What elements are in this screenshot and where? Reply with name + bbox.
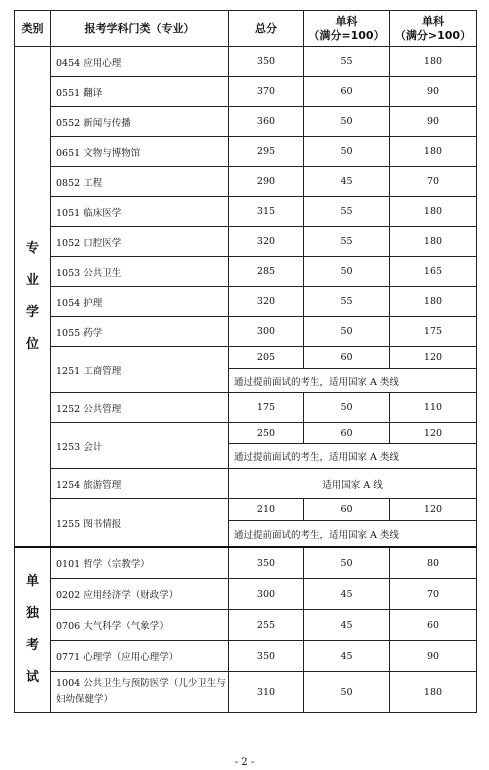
total-score: 255 bbox=[229, 610, 304, 641]
single-100-score: 45 bbox=[304, 167, 390, 197]
program-name: 1055 药学 bbox=[51, 317, 229, 347]
single-100-score: 45 bbox=[304, 579, 390, 610]
table-row bbox=[15, 347, 477, 369]
total-score: 320 bbox=[229, 227, 304, 257]
header-total: 总分 bbox=[229, 11, 304, 47]
table-row bbox=[15, 610, 477, 641]
single-100-score: 50 bbox=[304, 393, 390, 423]
single-over-100-score: 120 bbox=[390, 499, 477, 521]
single-over-100-score: 165 bbox=[390, 257, 477, 287]
single-over-100-score: 90 bbox=[390, 77, 477, 107]
program-name: 1053 公共卫生 bbox=[51, 257, 229, 287]
single-over-100-score: 70 bbox=[390, 579, 477, 610]
table-row bbox=[15, 197, 477, 227]
single-over-100-score: 180 bbox=[390, 672, 477, 713]
single-over-100-score: 180 bbox=[390, 227, 477, 257]
single-100-score: 60 bbox=[304, 499, 390, 521]
total-score: 350 bbox=[229, 47, 304, 77]
total-score: 350 bbox=[229, 547, 304, 579]
category-char: 专 bbox=[25, 240, 39, 256]
table-row bbox=[15, 641, 477, 672]
program-name: 1251 工商管理 bbox=[51, 347, 229, 393]
single-100-score: 50 bbox=[304, 672, 390, 713]
single-100-score: 50 bbox=[304, 317, 390, 347]
header-single-over-line2: （满分>100） bbox=[394, 28, 472, 42]
note-text: 通过提前面试的考生，适用国家 A 类线 bbox=[229, 444, 477, 469]
table-row bbox=[15, 469, 477, 499]
table-row bbox=[15, 167, 477, 197]
header-single-100-line1: 单科 bbox=[335, 14, 358, 28]
total-score: 300 bbox=[229, 317, 304, 347]
program-name: 0202 应用经济学（财政学） bbox=[51, 579, 229, 610]
total-score: 285 bbox=[229, 257, 304, 287]
single-over-100-score: 110 bbox=[390, 393, 477, 423]
table-row bbox=[15, 107, 477, 137]
note-text: 适用国家 A 线 bbox=[229, 469, 477, 499]
program-name: 1052 口腔医学 bbox=[51, 227, 229, 257]
program-name: 0852 工程 bbox=[51, 167, 229, 197]
header-single-100 bbox=[304, 11, 390, 47]
program-name: 0454 应用心理 bbox=[51, 47, 229, 77]
single-100-score: 50 bbox=[304, 257, 390, 287]
total-score: 320 bbox=[229, 287, 304, 317]
header-single-over-line1: 单科 bbox=[422, 14, 444, 28]
single-100-score: 45 bbox=[304, 641, 390, 672]
single-100-score: 55 bbox=[304, 287, 390, 317]
category-char: 独 bbox=[25, 606, 39, 621]
total-score: 295 bbox=[229, 137, 304, 167]
table-row bbox=[15, 257, 477, 287]
program-name: 1253 会计 bbox=[51, 423, 229, 469]
table-row bbox=[15, 393, 477, 423]
single-over-100-score: 60 bbox=[390, 610, 477, 641]
single-over-100-score: 180 bbox=[390, 47, 477, 77]
total-score: 175 bbox=[229, 393, 304, 423]
single-over-100-score: 120 bbox=[390, 423, 477, 444]
program-name: 1252 公共管理 bbox=[51, 393, 229, 423]
program-name: 1254 旅游管理 bbox=[51, 469, 229, 499]
single-100-score: 55 bbox=[304, 227, 390, 257]
program-name: 1051 临床医学 bbox=[51, 197, 229, 227]
single-100-score: 60 bbox=[304, 423, 390, 444]
single-over-100-score: 175 bbox=[390, 317, 477, 347]
note-text: 通过提前面试的考生，适用国家 A 类线 bbox=[229, 521, 477, 548]
category-char: 学 bbox=[25, 304, 39, 320]
header-single-100-line2: （满分=100） bbox=[308, 28, 385, 42]
category-char: 单 bbox=[25, 574, 39, 589]
single-over-100-score: 180 bbox=[390, 287, 477, 317]
single-100-score: 45 bbox=[304, 610, 390, 641]
single-over-100-score: 120 bbox=[390, 347, 477, 369]
program-name: 0552 新闻与传播 bbox=[51, 107, 229, 137]
total-score: 315 bbox=[229, 197, 304, 227]
table-row bbox=[15, 672, 477, 713]
single-100-score: 55 bbox=[304, 197, 390, 227]
total-score: 370 bbox=[229, 77, 304, 107]
header-single-over-100 bbox=[390, 11, 477, 47]
note-text: 通过提前面试的考生，适用国家 A 类线 bbox=[229, 369, 477, 393]
table-row bbox=[15, 137, 477, 167]
category-professional-degree bbox=[15, 47, 51, 548]
total-score: 210 bbox=[229, 499, 304, 521]
header-row bbox=[15, 11, 477, 47]
total-score: 205 bbox=[229, 347, 304, 369]
total-score: 300 bbox=[229, 579, 304, 610]
table-row bbox=[15, 499, 477, 521]
total-score: 250 bbox=[229, 423, 304, 444]
single-100-score: 60 bbox=[304, 347, 390, 369]
single-over-100-score: 180 bbox=[390, 137, 477, 167]
table-row bbox=[15, 547, 477, 579]
program-name: 0551 翻译 bbox=[51, 77, 229, 107]
category-char: 试 bbox=[25, 670, 39, 685]
header-category: 类别 bbox=[15, 11, 51, 47]
total-score: 360 bbox=[229, 107, 304, 137]
category-char: 业 bbox=[25, 272, 39, 288]
score-table bbox=[14, 10, 477, 713]
table-row bbox=[15, 47, 477, 77]
page-number: - 2 - bbox=[234, 757, 255, 768]
single-over-100-score: 70 bbox=[390, 167, 477, 197]
program-name: 1255 图书情报 bbox=[51, 499, 229, 548]
total-score: 350 bbox=[229, 641, 304, 672]
table-row bbox=[15, 287, 477, 317]
table-row bbox=[15, 77, 477, 107]
single-100-score: 50 bbox=[304, 547, 390, 579]
header-program: 报考学科门类（专业） bbox=[51, 11, 229, 47]
table-row bbox=[15, 317, 477, 347]
table-row bbox=[15, 423, 477, 444]
table-row bbox=[15, 579, 477, 610]
single-over-100-score: 90 bbox=[390, 641, 477, 672]
single-over-100-score: 80 bbox=[390, 547, 477, 579]
category-char: 考 bbox=[25, 638, 39, 653]
single-100-score: 55 bbox=[304, 47, 390, 77]
category-char: 位 bbox=[25, 336, 39, 352]
program-name: 1004 公共卫生与预防医学（儿少卫生与妇幼保健学） bbox=[51, 672, 229, 713]
category-independent-exam bbox=[15, 547, 51, 713]
single-over-100-score: 180 bbox=[390, 197, 477, 227]
table-row bbox=[15, 227, 477, 257]
program-name: 0706 大气科学（气象学） bbox=[51, 610, 229, 641]
program-name: 0771 心理学（应用心理学） bbox=[51, 641, 229, 672]
single-100-score: 50 bbox=[304, 107, 390, 137]
single-100-score: 50 bbox=[304, 137, 390, 167]
total-score: 290 bbox=[229, 167, 304, 197]
single-100-score: 60 bbox=[304, 77, 390, 107]
single-over-100-score: 90 bbox=[390, 107, 477, 137]
program-name: 0101 哲学（宗教学） bbox=[51, 547, 229, 579]
total-score: 310 bbox=[229, 672, 304, 713]
program-name: 0651 文物与博物馆 bbox=[51, 137, 229, 167]
program-name: 1054 护理 bbox=[51, 287, 229, 317]
